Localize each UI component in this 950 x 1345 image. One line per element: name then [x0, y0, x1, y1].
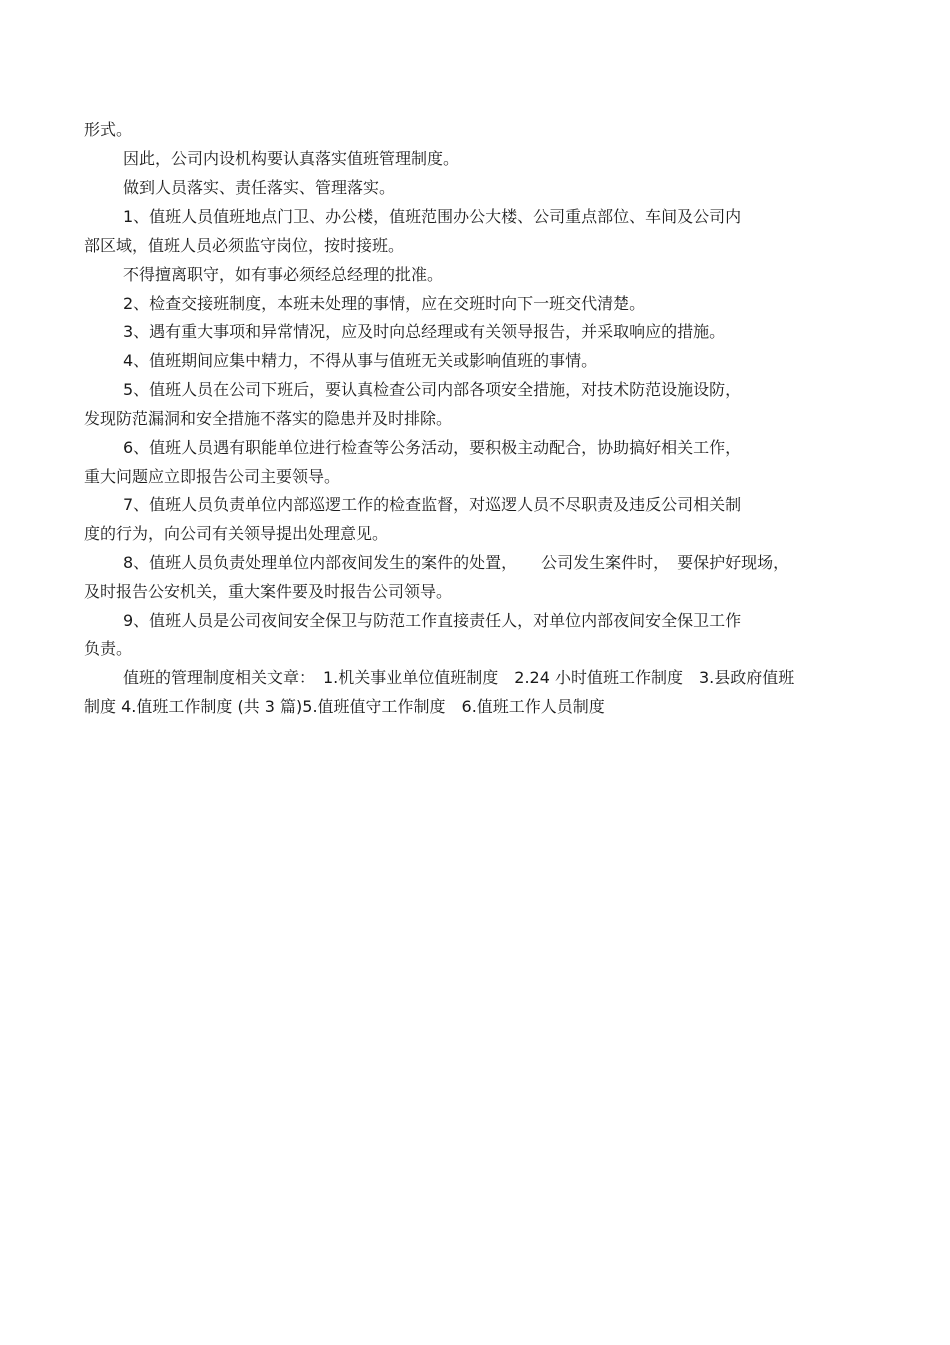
text-line: 4、值班期间应集中精力，不得从事与值班无关或影响值班的事情。 [123, 351, 598, 370]
text-line: 形式。 [84, 120, 133, 139]
text-line: 2、检查交接班制度，本班未处理的事情，应在交班时向下一班交代清楚。 [123, 294, 646, 313]
text-line: 及时报告公安机关，重大案件要及时报告公司领导。 [84, 582, 453, 601]
text-line: 做到人员落实、责任落实、管理落实。 [123, 178, 396, 197]
text-line: 5、值班人员在公司下班后，要认真检查公司内部各项安全措施，对技术防范设施设防， [123, 380, 742, 399]
text-line: 不得擅离职守，如有事必须经总经理的批准。 [123, 265, 444, 284]
text-line: 6、值班人员遇有职能单位进行检查等公务活动，要积极主动配合，协助搞好相关工作， [123, 438, 742, 457]
text-line: 7、值班人员负责单位内部巡逻工作的检查监督，对巡逻人员不尽职责及违反公司相关制 [123, 495, 742, 514]
text-line: 3、遇有重大事项和异常情况，应及时向总经理或有关领导报告，并采取响应的措施。 [123, 322, 726, 341]
text-line: 9、值班人员是公司夜间安全保卫与防范工作直接责任人，对单位内部夜间安全保卫工作 [123, 611, 742, 630]
text-line: 8、值班人员负责处理单位内部夜间发生的案件的处置， 公司发生案件时， 要保护好现场， [123, 553, 790, 572]
text-line: 发现防范漏洞和安全措施不落实的隐患并及时排除。 [84, 409, 453, 428]
text-line: 制度 4.值班工作制度 (共 3 篇)5.值班值守工作制度 6.值班工作人员制度 [84, 697, 605, 716]
text-line: 因此，公司内设机构要认真落实值班管理制度。 [123, 149, 460, 168]
text-line: 1、值班人员值班地点门卫、办公楼，值班范围办公大楼、公司重点部位、车间及公司内 [123, 207, 742, 226]
text-line: 负责。 [84, 639, 133, 658]
text-line: 度的行为，向公司有关领导提出处理意见。 [84, 524, 389, 543]
text-line: 重大问题应立即报告公司主要领导。 [84, 467, 341, 486]
text-line: 值班的管理制度相关文章： 1.机关事业单位值班制度 2.24 小时值班工作制度 3.县政府值班 [123, 668, 795, 687]
text-line: 部区域，值班人员必须监守岗位，按时接班。 [84, 236, 405, 255]
